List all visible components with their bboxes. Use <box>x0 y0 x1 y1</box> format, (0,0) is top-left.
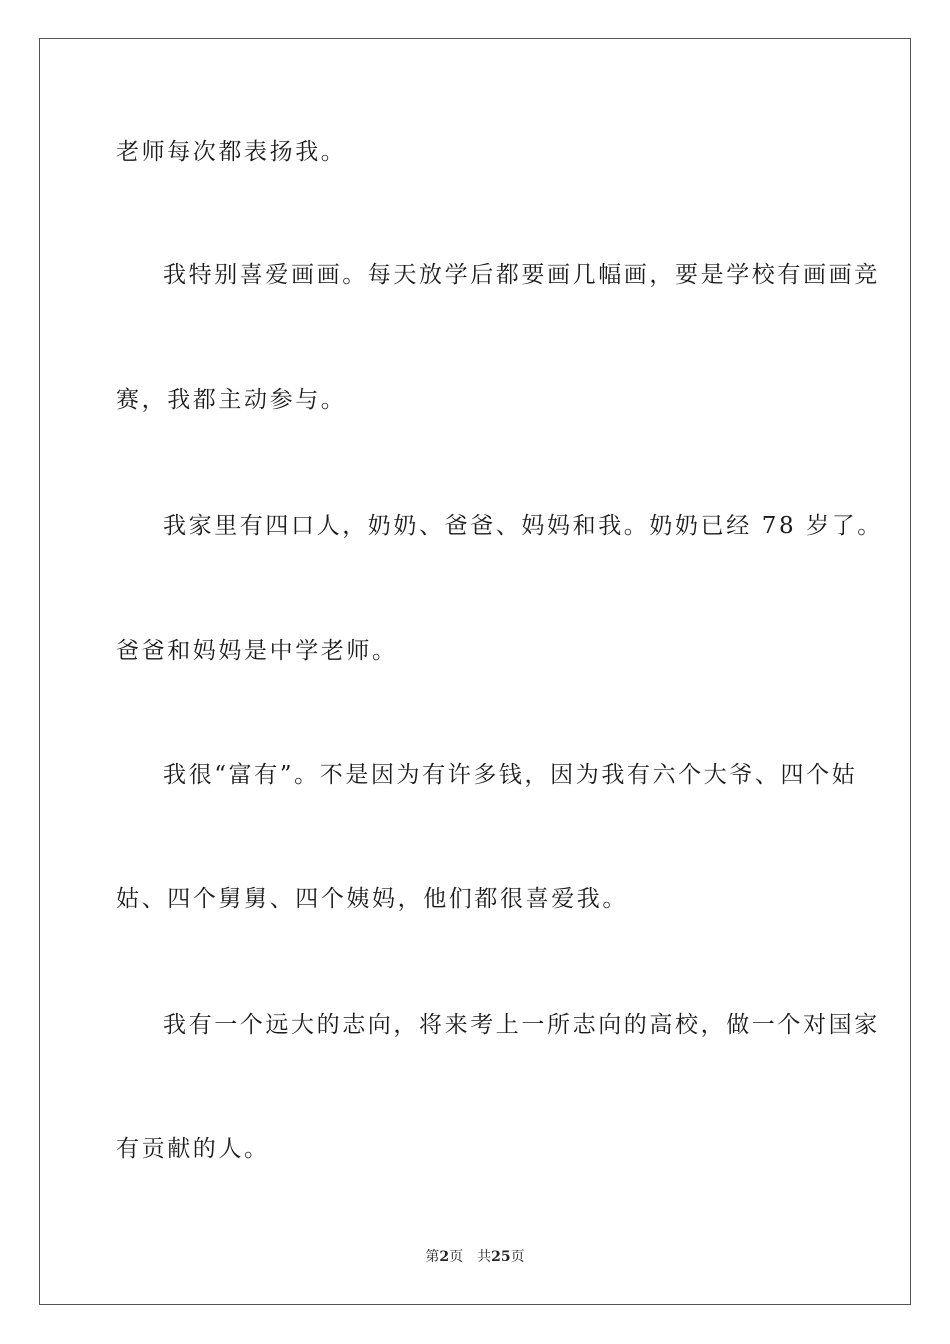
total-pages: 25 <box>491 1249 511 1265</box>
paragraph-rich-line-1: 我很“富有”。不是因为有许多钱，因为我有六个大爷、四个姑 <box>163 762 858 788</box>
paragraph-ambition-line-2: 有贡献的人。 <box>116 1136 270 1162</box>
paragraph-drawing-line-1: 我特别喜爱画画。每天放学后都要画几幅画，要是学校有画画竞 <box>163 262 880 288</box>
page-footer <box>0 1247 950 1267</box>
total-suffix: 页 <box>510 1249 525 1265</box>
page-number: 2 <box>439 1249 450 1265</box>
total-prefix: 共 <box>477 1249 492 1265</box>
paragraph-family-line-1: 我家里有四口人，奶奶、爸爸、妈妈和我。奶奶已经 78 岁了。 <box>163 513 883 539</box>
paragraph-rich-line-2: 姑、四个舅舅、四个姨妈，他们都很喜爱我。 <box>116 886 628 912</box>
page-suffix: 页 <box>449 1249 464 1265</box>
text-line-1: 老师每次都表扬我。 <box>116 139 347 165</box>
paragraph-ambition-line-1: 我有一个远大的志向，将来考上一所志向的高校，做一个对国家 <box>163 1012 880 1038</box>
paragraph-drawing-line-2: 赛，我都主动参与。 <box>116 387 347 413</box>
paragraph-family-line-2: 爸爸和妈妈是中学老师。 <box>116 638 398 664</box>
page-prefix: 第 <box>425 1249 440 1265</box>
page-border <box>39 38 911 1305</box>
